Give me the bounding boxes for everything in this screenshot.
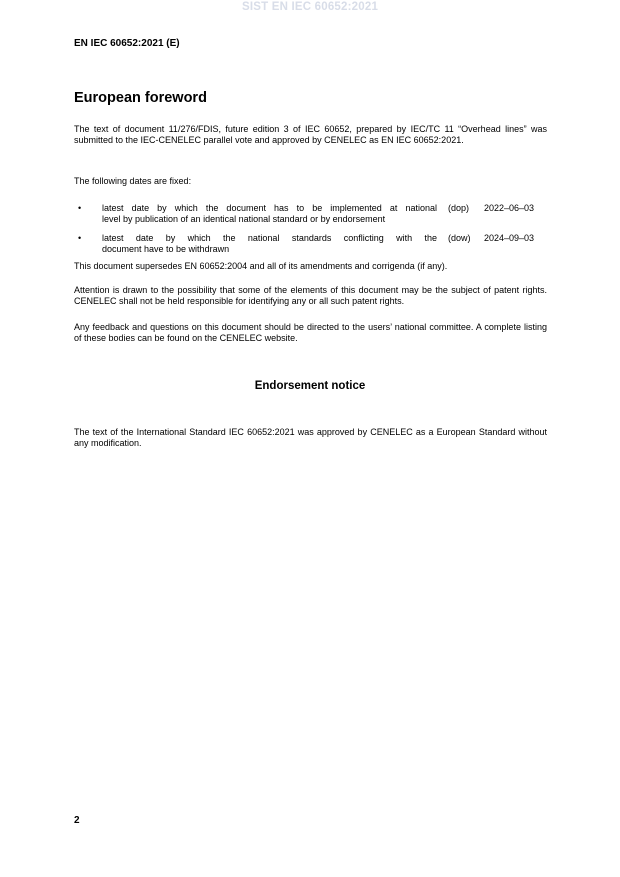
date-item-line: latest date by which the document has to be implemented at national (102, 203, 437, 213)
date-value: 2024–09–03 (484, 233, 535, 243)
page-number: 2 (74, 815, 80, 826)
document-header: EN IEC 60652:2021 (E) (74, 38, 180, 49)
date-value: 2022–06–03 (484, 203, 535, 213)
foreword-title: European foreword (74, 90, 207, 106)
patent-notice-paragraph: Attention is drawn to the possibility that some of the elements of this document may be the subject of patent rights. CENELEC shall not be held responsible for identifying any or all such patent rights. (74, 285, 547, 307)
feedback-paragraph: Any feedback and questions on this document should be directed to the users’ national committee. A complete listing of these bodies can be found on the CENELEC website. (74, 322, 547, 344)
watermark: SIST EN IEC 60652:2021 (241, 1, 379, 13)
endorsement-title: Endorsement notice (254, 380, 366, 392)
supersedes-paragraph: This document supersedes EN 60652:2004 and all of its amendments and corrigenda (if any). (74, 261, 448, 271)
date-item-line: level by publication of an identical national standard or by endorsement (102, 214, 386, 225)
date-code: (dop) (448, 203, 470, 213)
bullet-marker: • (78, 203, 82, 213)
date-item-description (102, 233, 437, 255)
bullet-marker: • (78, 233, 82, 243)
dates-intro: The following dates are fixed: (74, 176, 192, 186)
date-item-line: latest date by which the national standards conflicting with the (102, 233, 437, 243)
endorsement-paragraph: The text of the International Standard IEC 60652:2021 was approved by CENELEC as a European Standard without any modification. (74, 427, 547, 449)
foreword-intro-paragraph: The text of document 11/276/FDIS, future edition 3 of IEC 60652, prepared by IEC/TC 11 “Overhead lines” was submitted to the IEC-CENELEC parallel vote and approved by CENELEC as EN IEC 60652:2021. (74, 124, 547, 146)
date-item-line: document have to be withdrawn (102, 244, 230, 255)
date-code: (dow) (448, 233, 471, 243)
date-item-description (102, 203, 437, 225)
